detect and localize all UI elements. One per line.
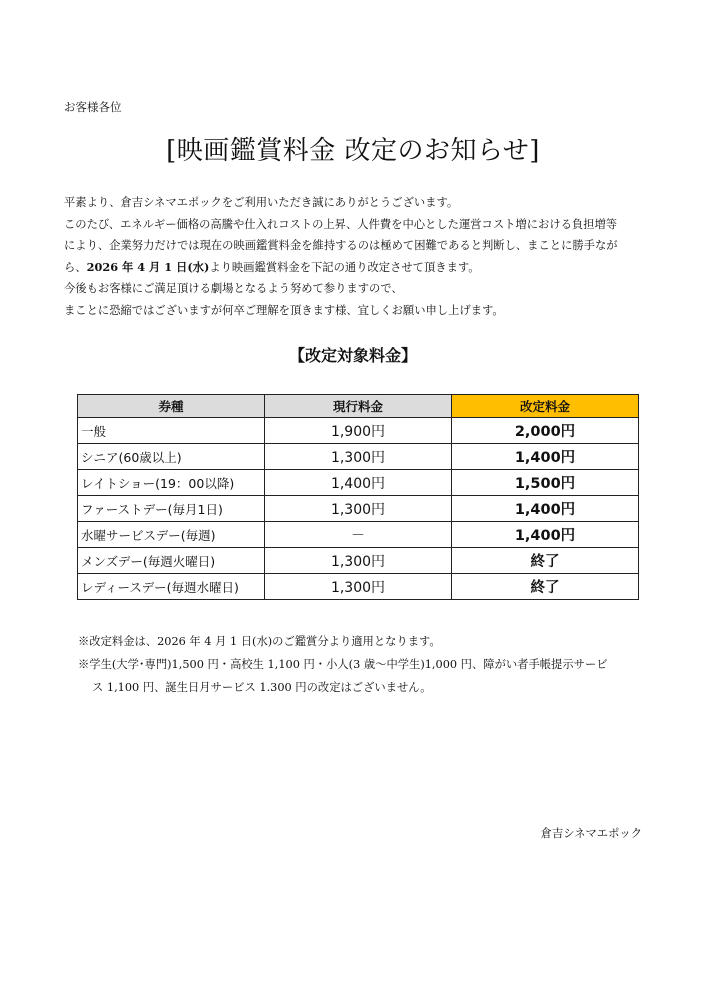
header-current-fare: 現行料金 bbox=[265, 395, 452, 418]
new-fare-cell: 終了 bbox=[452, 574, 639, 600]
current-fare-cell: 1,300円 bbox=[265, 574, 452, 600]
new-fare-cell: 終了 bbox=[452, 548, 639, 574]
fare-table bbox=[77, 394, 639, 600]
section-heading: 【改定対象料金】 bbox=[288, 346, 417, 365]
new-fare-cell: 1,400円 bbox=[452, 444, 639, 470]
current-fare-cell: 1,300円 bbox=[265, 444, 452, 470]
table-row bbox=[78, 574, 639, 600]
note-unchanged-fares: ※学生(大学･専門)1,500 円・高校生 1,100 円・小人(3 歳～中学生)1,000 円、障がい者手帳提示サービ bbox=[78, 658, 608, 671]
ticket-type-cell: レディースデー(毎週水曜日) bbox=[78, 574, 265, 600]
new-fare-cell: 1,400円 bbox=[452, 496, 639, 522]
theater-signature: 倉吉シネマエポック bbox=[540, 827, 642, 840]
body-line: 平素より、倉吉シネマエポックをご利用いただき誠にありがとうございます。 bbox=[64, 196, 459, 209]
body-line-prefix: ら、 bbox=[64, 260, 87, 274]
table-row bbox=[78, 522, 639, 548]
body-line: まことに恐縮ではございますが何卒ご理解を頂きます様、宜しくお願い申し上げます。 bbox=[64, 303, 504, 317]
new-fare-cell: 2,000円 bbox=[452, 418, 639, 444]
note-effective-date: ※改定料金は、2026 年 4 月 1 日(水)のご鑑賞分より適用となります。 bbox=[78, 635, 441, 648]
current-fare-cell: － bbox=[265, 522, 452, 548]
current-fare-cell: 1,300円 bbox=[265, 548, 452, 574]
body-line-suffix: より映画鑑賞料金を下記の通り改定させて頂きます。 bbox=[209, 260, 480, 274]
note-unchanged-fares-continued: ス 1,100 円、誕生日月サービス 1.300 円の改定はございません。 bbox=[92, 681, 432, 694]
body-line: 今後もお客様にご満足頂ける劇場となるよう努めて参りますので、 bbox=[64, 282, 403, 295]
effective-date: 2026 年 4 月 1 日(水) bbox=[86, 259, 210, 274]
salutation: お客様各位 bbox=[64, 100, 122, 114]
ticket-type-cell: メンズデー(毎週火曜日) bbox=[78, 548, 265, 574]
table-row bbox=[78, 496, 639, 522]
table-row bbox=[78, 444, 639, 470]
current-fare-cell: 1,900円 bbox=[265, 418, 452, 444]
new-fare-cell: 1,500円 bbox=[452, 470, 639, 496]
table-row bbox=[78, 548, 639, 574]
new-fare-cell: 1,400円 bbox=[452, 522, 639, 548]
ticket-type-cell: 水曜サービスデー(毎週) bbox=[78, 522, 265, 548]
table-row bbox=[78, 418, 639, 444]
header-new-fare: 改定料金 bbox=[452, 395, 639, 418]
body-line: により、企業努力だけでは現在の映画鑑賞料金を維持するのは極めて困難であると判断し、まことに勝手なが bbox=[64, 239, 618, 252]
table-row bbox=[78, 470, 639, 496]
ticket-type-cell: シニア(60歳以上) bbox=[78, 444, 265, 470]
ticket-type-cell: レイトショー(19：00以降) bbox=[78, 470, 265, 496]
announcement-body bbox=[64, 192, 654, 321]
notes bbox=[78, 630, 658, 699]
body-line: このたび、エネルギー価格の高騰や仕入れコストの上昇、人件費を中心とした運営コスト増における負担増等 bbox=[64, 217, 618, 231]
fare-table-header-row bbox=[78, 395, 639, 418]
page-title: [映画鑑賞料金 改定のお知らせ] bbox=[166, 136, 540, 166]
body-line bbox=[64, 257, 654, 279]
current-fare-cell: 1,400円 bbox=[265, 470, 452, 496]
ticket-type-cell: ファーストデー(毎月1日) bbox=[78, 496, 265, 522]
header-ticket-type: 券種 bbox=[78, 395, 265, 418]
current-fare-cell: 1,300円 bbox=[265, 496, 452, 522]
ticket-type-cell: 一般 bbox=[78, 418, 265, 444]
